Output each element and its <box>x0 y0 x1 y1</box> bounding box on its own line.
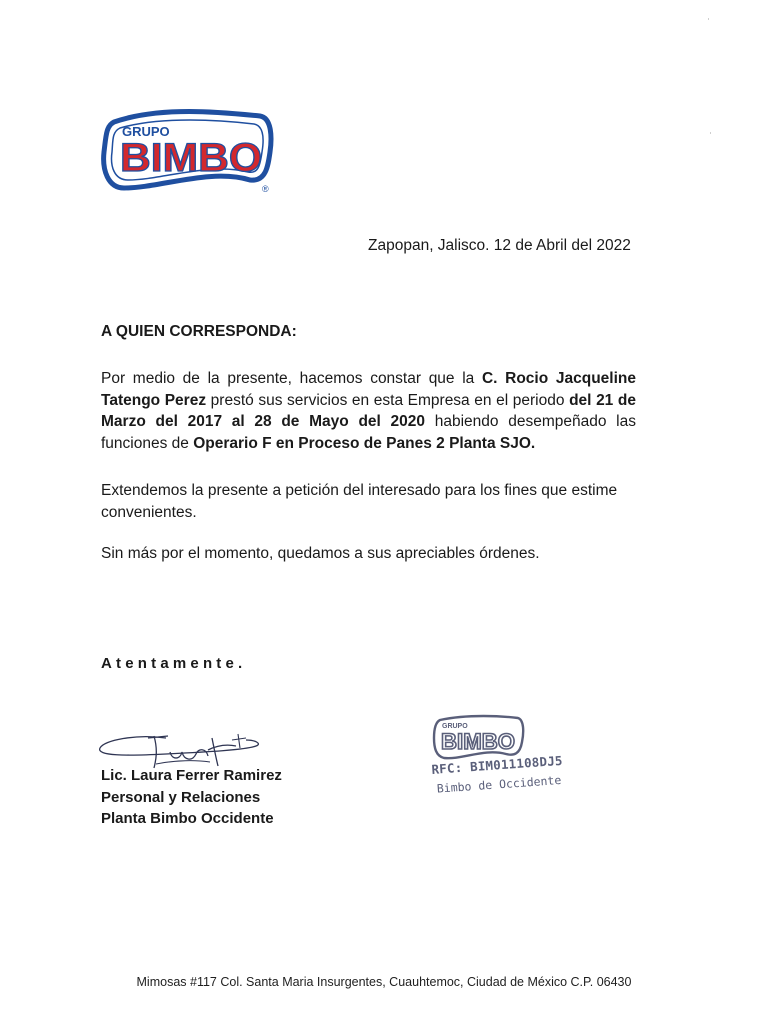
stamp-rfc: RFC: BIM011108DJ5 <box>431 752 564 777</box>
grupo-bimbo-logo <box>100 108 278 196</box>
body-text: Por medio de la presente, hacemos constar que la <box>101 370 482 387</box>
employee-role: Operario F en Proceso de Panes 2 Planta SJO. <box>193 434 536 452</box>
logo-registered-mark: ® <box>262 184 269 194</box>
body-text: habiendo desempeñado las funciones de <box>101 413 636 452</box>
letter-body-paragraph-3: Sin más por el momento, quedamos a sus apreciables órdenes. <box>101 545 540 562</box>
signatory-name: Lic. Laura Ferrer Ramirez <box>101 767 282 784</box>
letter-body-paragraph-1 <box>101 368 636 454</box>
letter-closing: Atentamente. <box>101 655 247 672</box>
stamp-logo-group-text: GRUPO <box>442 723 468 730</box>
employment-period: del 21 de Marzo del 2017 al 28 de Mayo del 2020 <box>101 391 636 430</box>
signatory-department: Personal y Relaciones <box>101 788 261 806</box>
signature-block <box>101 765 282 830</box>
stamp-logo-brand-text: BIMBO <box>441 729 515 754</box>
company-stamp-logo <box>432 714 526 762</box>
footer-address: Mimosas #117 Col. Santa Maria Insurgentes, Cuauhtemoc, Ciudad de México C.P. 06430 <box>136 975 632 989</box>
logo-group-text: GRUPO <box>122 124 170 139</box>
scan-speck <box>708 18 709 20</box>
body-text: prestó sus servicios en esta Empresa en el periodo <box>206 391 570 409</box>
letter-salutation: A QUIEN CORRESPONDA: <box>101 323 297 340</box>
stamp-company-name: Bimbo de Occidente <box>436 772 562 796</box>
letter-date: Zapopan, Jalisco. 12 de Abril del 2022 <box>368 237 631 254</box>
letter-body-paragraph-2: Extendemos la presente a petición del interesado para los fines que estime convenientes. <box>101 482 618 521</box>
employee-name: C. Rocio Jacqueline Tatengo Perez <box>101 370 636 409</box>
logo-brand-text: BIMBO <box>120 136 262 180</box>
scan-speck <box>710 132 711 134</box>
signatory-plant: Planta Bimbo Occidente <box>101 810 274 827</box>
